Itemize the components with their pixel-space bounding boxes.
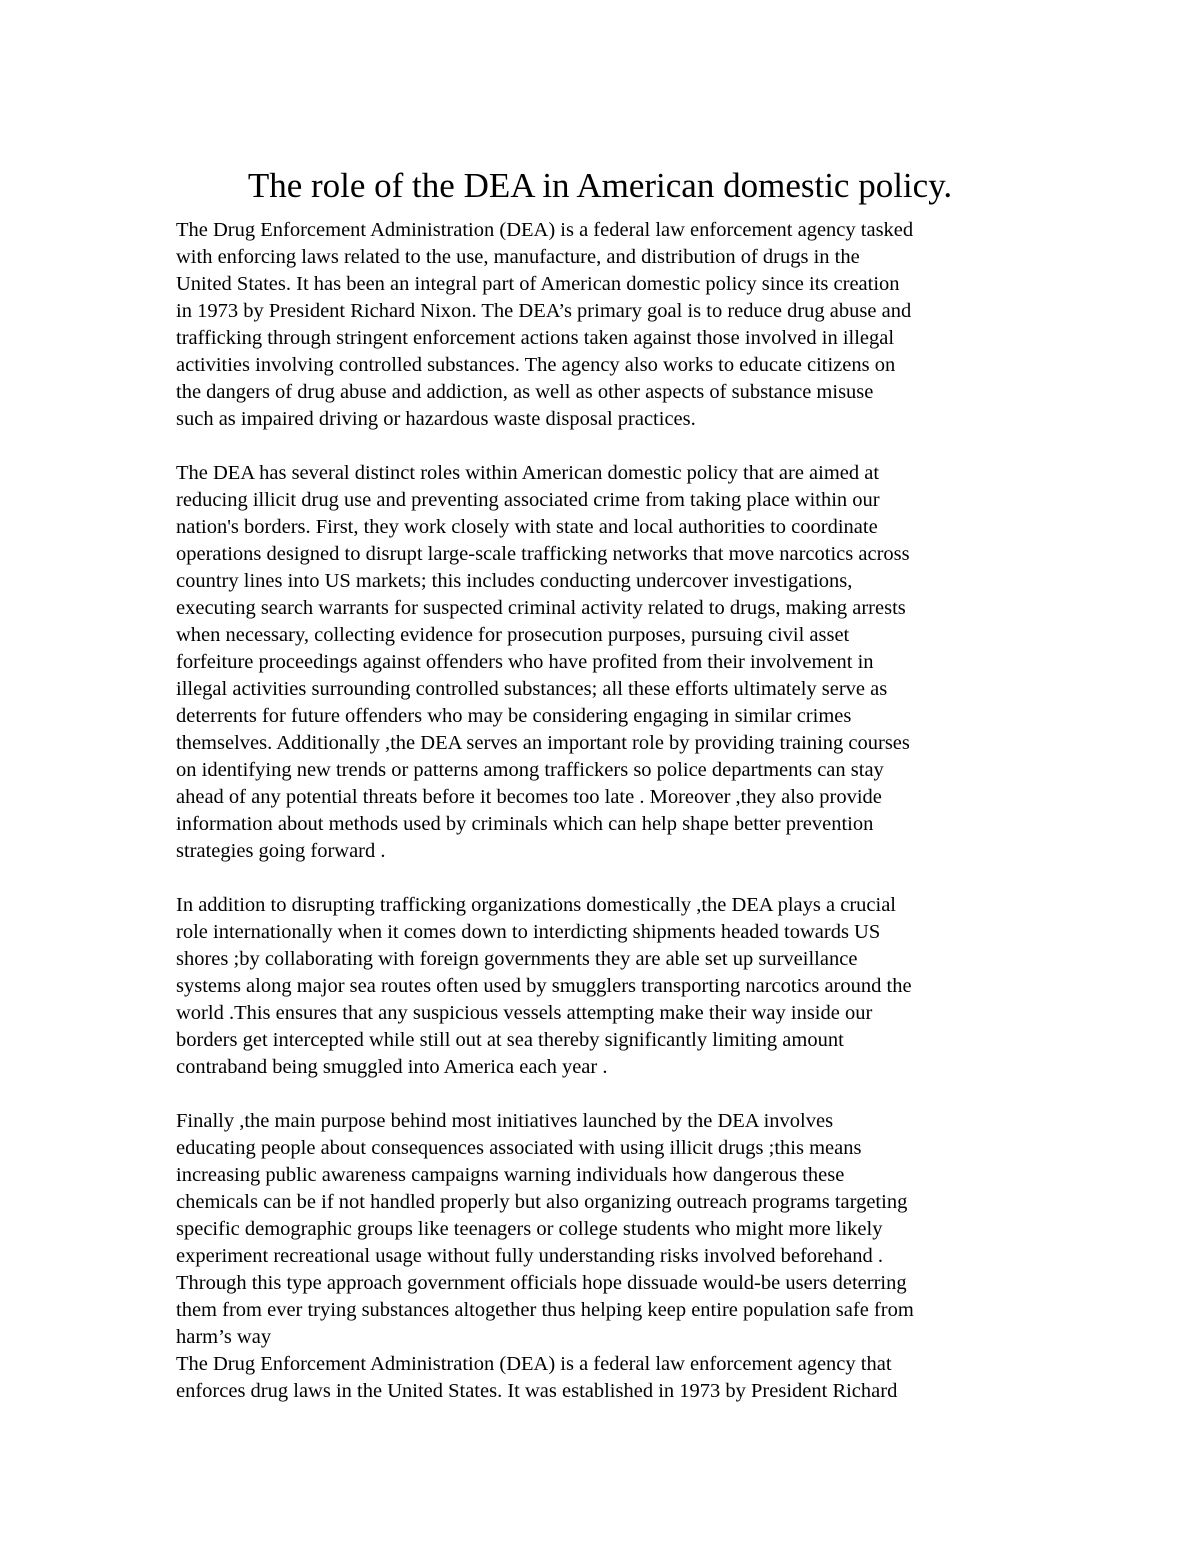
text-line: operations designed to disrupt large-scale trafficking networks that move narcotics across [176, 543, 910, 565]
paragraph-2 [176, 460, 1036, 865]
paragraph-1 [176, 217, 1036, 433]
text-line: nation's borders. First, they work closely with state and local authorities to coordinate [176, 516, 878, 538]
text-line: themselves. Additionally ,the DEA serves an important role by providing training courses [176, 732, 910, 754]
text-line: reducing illicit drug use and preventing associated crime from taking place within our [176, 489, 880, 511]
text-line: borders get intercepted while still out at sea thereby significantly limiting amount [176, 1029, 844, 1051]
text-line: United States. It has been an integral part of American domestic policy since its creation [176, 273, 900, 295]
text-line: chemicals can be if not handled properly but also organizing outreach programs targeting [176, 1191, 908, 1213]
text-line: harm’s way [176, 1326, 272, 1348]
text-line: activities involving controlled substances. The agency also works to educate citizens on [176, 354, 896, 376]
text-line: contraband being smuggled into America each year . [176, 1056, 608, 1078]
text-line: experiment recreational usage without fully understanding risks involved beforehand . [176, 1245, 884, 1267]
text-line: such as impaired driving or hazardous waste disposal practices. [176, 408, 696, 430]
text-line: systems along major sea routes often used by smugglers transporting narcotics around the [176, 975, 912, 997]
text-line: them from ever trying substances altogether thus helping keep entire population safe from [176, 1299, 914, 1321]
text-line: The Drug Enforcement Administration (DEA) is a federal law enforcement agency tasked [176, 219, 914, 241]
text-line: executing search warrants for suspected criminal activity related to drugs, making arrests [176, 597, 906, 619]
text-line: In addition to disrupting trafficking organizations domestically ,the DEA plays a crucial [176, 894, 896, 916]
text-line: on identifying new trends or patterns among traffickers so police departments can stay [176, 759, 884, 781]
text-line: role internationally when it comes down to interdicting shipments headed towards US [176, 921, 881, 943]
paragraph-4 [176, 1108, 1036, 1405]
text-line: when necessary, collecting evidence for prosecution purposes, pursuing civil asset [176, 624, 850, 646]
text-line: The DEA has several distinct roles within American domestic policy that are aimed at [176, 462, 880, 484]
document-body [176, 217, 1036, 1405]
text-line: world .This ensures that any suspicious vessels attempting make their way inside our [176, 1002, 873, 1024]
text-line: educating people about consequences associated with using illicit drugs ;this means [176, 1137, 862, 1159]
document-title: The role of the DEA in American domestic policy. [247, 166, 953, 205]
text-line: The Drug Enforcement Administration (DEA) is a federal law enforcement agency that [176, 1353, 892, 1375]
text-line: deterrents for future offenders who may be considering engaging in similar crimes [176, 705, 852, 727]
text-line: strategies going forward . [176, 840, 386, 862]
text-line: Finally ,the main purpose behind most initiatives launched by the DEA involves [176, 1110, 834, 1132]
text-line: with enforcing laws related to the use, manufacture, and distribution of drugs in the [176, 246, 860, 268]
text-line: trafficking through stringent enforcement actions taken against those involved in illegal [176, 327, 895, 349]
paragraph-spacer [176, 865, 1036, 892]
text-line: in 1973 by President Richard Nixon. The DEA’s primary goal is to reduce drug abuse and [176, 300, 912, 322]
paragraph-spacer [176, 1081, 1036, 1108]
text-line: the dangers of drug abuse and addiction, as well as other aspects of substance misuse [176, 381, 874, 403]
text-line: country lines into US markets; this includes conducting undercover investigations, [176, 570, 853, 592]
text-line: forfeiture proceedings against offenders who have profited from their involvement in [176, 651, 874, 673]
text-line: Through this type approach government officials hope dissuade would-be users deterring [176, 1272, 907, 1294]
text-line: ahead of any potential threats before it becomes too late . Moreover ,they also provide [176, 786, 882, 808]
text-line: information about methods used by criminals which can help shape better prevention [176, 813, 874, 835]
text-line: enforces drug laws in the United States. It was established in 1973 by President Richard [176, 1380, 898, 1402]
text-line: illegal activities surrounding controlled substances; all these efforts ultimately serve as [176, 678, 888, 700]
text-line: increasing public awareness campaigns warning individuals how dangerous these [176, 1164, 845, 1186]
text-line: specific demographic groups like teenagers or college students who might more likely [176, 1218, 883, 1240]
paragraph-spacer [176, 433, 1036, 460]
paragraph-3 [176, 892, 1036, 1081]
text-line: shores ;by collaborating with foreign governments they are able set up surveillance [176, 948, 858, 970]
